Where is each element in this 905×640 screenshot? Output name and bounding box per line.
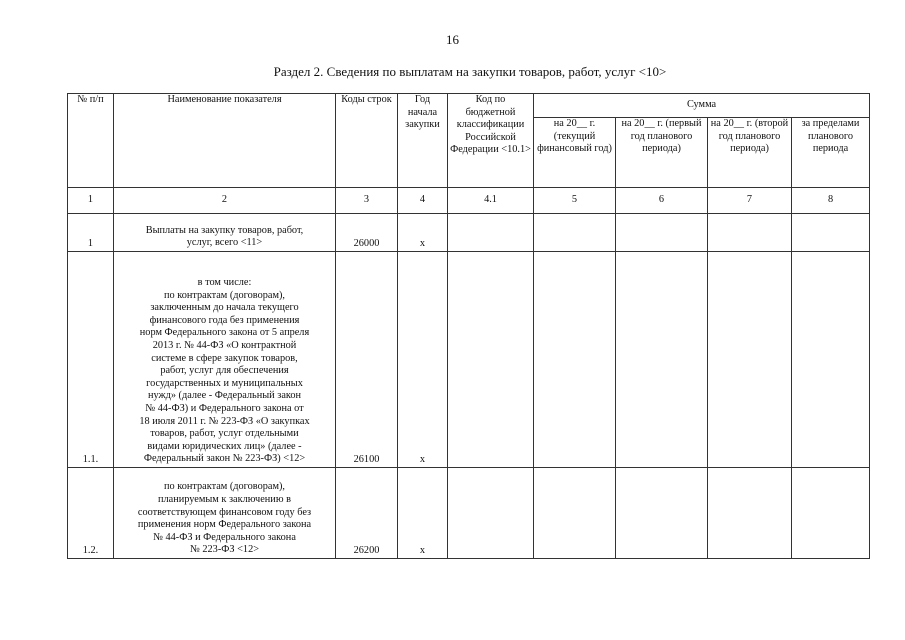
column-number: 4 xyxy=(398,188,448,214)
row-name-line: норм Федерального закона от 5 апреля xyxy=(139,327,310,339)
row-sum-second-cell xyxy=(708,214,792,252)
row-budget-code-cell xyxy=(448,468,534,559)
column-number: 6 xyxy=(616,188,708,214)
row-year: x xyxy=(398,214,448,252)
header-code: Коды строк xyxy=(336,94,398,188)
row-name-line: № 223-ФЗ <12> xyxy=(189,544,260,556)
header-name: Наименование показателя xyxy=(114,94,336,188)
table-row xyxy=(68,252,870,468)
row-num: 1 xyxy=(68,214,114,252)
header-sum: Сумма xyxy=(534,94,870,118)
column-number: 4.1 xyxy=(448,188,534,214)
row-name xyxy=(114,214,336,252)
column-number: 5 xyxy=(534,188,616,214)
row-year: x xyxy=(398,252,448,468)
row-name-line: по контрактам (договорам), xyxy=(164,481,285,493)
section-title: Раздел 2. Сведения по выплатам на закупки товаров, работ, услуг <10> xyxy=(273,64,667,79)
row-name-line: 18 июля 2011 г. № 223-ФЗ «О закупках xyxy=(139,415,310,427)
page-number: 16 xyxy=(446,32,459,47)
row-code: 26100 xyxy=(336,252,398,468)
row-name-line: № 44-ФЗ) и Федерального закона от xyxy=(145,403,304,415)
row-sum-first-cell xyxy=(616,214,708,252)
row-sum-second-cell xyxy=(708,252,792,468)
row-sum-beyond-cell xyxy=(792,214,870,252)
header-sum-beyond: за пределами планового периода xyxy=(792,118,870,188)
header-sum-first: на 20__ г. (первый год планового периода) xyxy=(616,118,708,188)
row-name-line: заключенным до начала текущего xyxy=(150,302,299,314)
column-number: 8 xyxy=(792,188,870,214)
row-name-line: товаров, работ, услуг отдельными xyxy=(150,428,299,440)
row-name-line: финансового года без применения xyxy=(149,314,300,326)
row-sum-current-cell xyxy=(534,468,616,559)
row-sum-current-cell xyxy=(534,214,616,252)
header-sum-current: на 20__ г. (текущий финансовый год) xyxy=(534,118,616,188)
row-sum-current-cell xyxy=(534,252,616,468)
row-code: 26200 xyxy=(336,468,398,559)
row-sum-first-cell xyxy=(616,468,708,559)
row-name-line: в том числе: xyxy=(197,277,252,289)
row-name xyxy=(114,252,336,468)
payments-table xyxy=(67,93,870,559)
row-num: 1.2. xyxy=(68,468,114,559)
row-name xyxy=(114,468,336,559)
row-name-line: видами юридических лиц» (далее - xyxy=(147,440,302,452)
column-number: 3 xyxy=(336,188,398,214)
row-name-line: Федеральный закон № 223-ФЗ) <12> xyxy=(143,453,306,465)
row-sum-beyond-cell xyxy=(792,252,870,468)
header-budget-code: Код по бюджетной классификации Российской Федерации <10.1> xyxy=(448,94,534,188)
table-row xyxy=(68,214,870,252)
row-sum-first-cell xyxy=(616,252,708,468)
row-budget-code-cell xyxy=(448,214,534,252)
row-name-line: планируемым к заключению в xyxy=(158,494,291,506)
row-code: 26000 xyxy=(336,214,398,252)
header-year: Год начала закупки xyxy=(398,94,448,188)
row-num: 1.1. xyxy=(68,252,114,468)
column-number: 7 xyxy=(708,188,792,214)
row-sum-beyond-cell xyxy=(792,468,870,559)
row-name-line: нужд» (далее - Федеральный закон xyxy=(147,390,302,402)
row-sum-second-cell xyxy=(708,468,792,559)
table-row xyxy=(68,468,870,559)
row-name-line: государственных и муниципальных xyxy=(146,377,303,389)
column-number: 1 xyxy=(68,188,114,214)
row-name-line: соответствующем финансовом году без xyxy=(137,506,312,518)
header-sum-second: на 20__ г. (второй год планового периода) xyxy=(708,118,792,188)
row-name-line: применения норм Федерального закона xyxy=(137,519,312,531)
row-budget-code-cell xyxy=(448,252,534,468)
row-name-line: Выплаты на закупку товаров, работ, xyxy=(145,224,304,236)
row-name-line: работ, услуг для обеспечения xyxy=(160,365,289,377)
row-name-line: 2013 г. № 44-ФЗ «О контрактной xyxy=(152,340,297,352)
column-number: 2 xyxy=(114,188,336,214)
header-num: № п/п xyxy=(68,94,114,188)
row-year: x xyxy=(398,468,448,559)
row-name-line: № 44-ФЗ и Федерального закона xyxy=(153,531,296,543)
row-name-line: услуг, всего <11> xyxy=(186,237,263,249)
row-name-line: по контрактам (договорам), xyxy=(164,289,285,301)
row-name-line: системе в сфере закупок товаров, xyxy=(151,352,298,364)
